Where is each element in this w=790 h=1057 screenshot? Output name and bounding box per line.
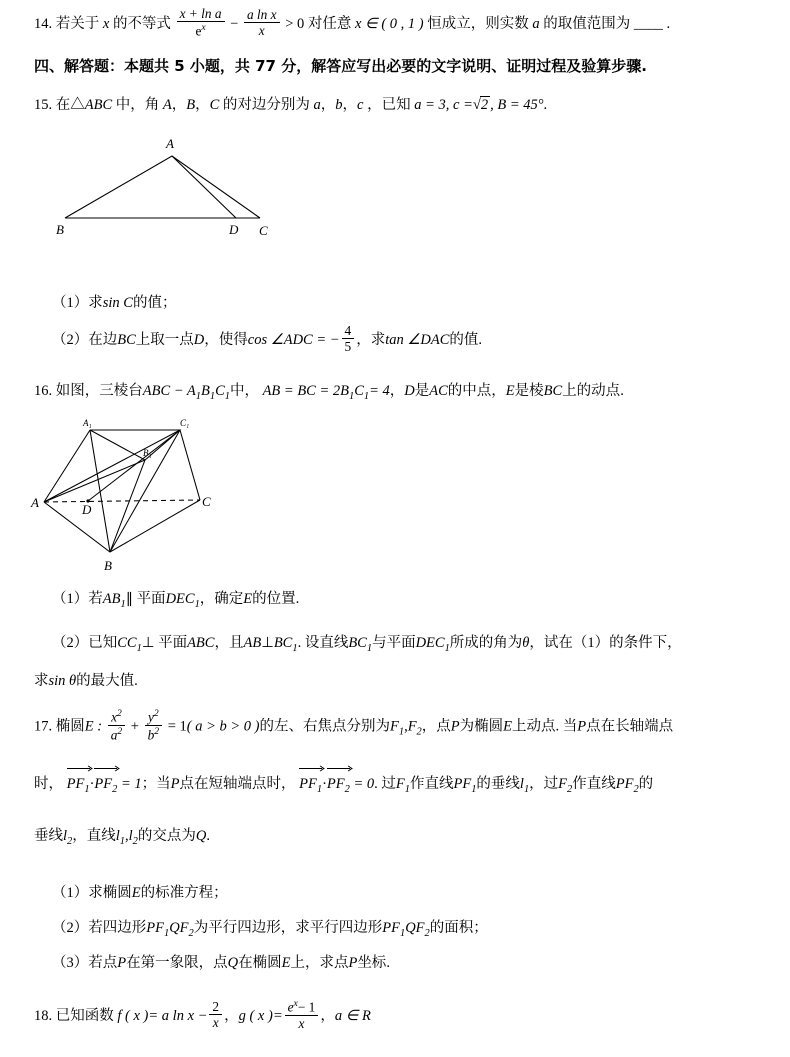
q16-p2-l2-a: 求 (34, 673, 49, 689)
q17-l2-PF2: PF (615, 776, 634, 792)
question-16-part-2-line2 (34, 668, 744, 696)
q17-f2: F (407, 718, 417, 735)
q16-p1-label: （1） (52, 591, 89, 607)
question-14-frac2-denominator: x (258, 23, 265, 39)
q16-p2-bc1-sub: 1 (292, 642, 298, 654)
q17-l3-a: 垂线 (34, 828, 63, 844)
question-14-minus: − (230, 15, 239, 32)
q16-p2-bc1b: BC (348, 635, 367, 651)
q18-b: = a ln x − (148, 1007, 208, 1024)
q17-dot-2: · (322, 776, 327, 792)
q17-p3-Q: Q (227, 955, 239, 971)
frac1-den-exp: x (201, 22, 206, 34)
q17-E: E : (84, 718, 103, 735)
q16-sub-2: 1 (209, 390, 216, 402)
q15-text-d: ，已知 (367, 97, 411, 113)
question-16-stem (34, 378, 764, 407)
q17-p3-b: 在第一象限，点 (126, 955, 228, 971)
question-14 (34, 8, 764, 41)
q17-f1-den-base: a (110, 727, 118, 743)
q15-abc: ABC (84, 97, 113, 113)
question-17-part-1 (52, 880, 752, 908)
section-4-header (34, 52, 764, 81)
q15-text-c: 的对边分别为 (222, 97, 310, 113)
q16-solid-1: ABC − A (142, 383, 196, 399)
q18-e: ， (320, 1007, 335, 1024)
triangle-upper-edges (65, 156, 260, 218)
q16-p1-ab1: AB (102, 591, 121, 607)
segment-ad (172, 156, 236, 218)
question-17-stem-line3 (34, 823, 774, 852)
section-4-body: 本题共 5 小题，共 77 分，解答应写出必要的文字说明、证明过程及验算步骤. (124, 57, 647, 75)
q17-l3-l2: l (63, 828, 68, 844)
question-17-number: 17. (34, 718, 53, 735)
q15-p1-label: （1） (52, 295, 89, 311)
q17-l2-F2: F (558, 776, 568, 792)
q15-eq-B: , B = 45° (490, 97, 544, 113)
q16-a: 如图，三棱台 (55, 383, 143, 399)
q17-p3-end: . (386, 955, 390, 971)
label-D: D (229, 222, 239, 237)
label-A: A (31, 495, 39, 510)
q18-f1-num: 2 (209, 999, 222, 1015)
q17-l3-l2-sub: 2 (67, 835, 73, 847)
q17-p2-quad2-sub1: 1 (399, 927, 406, 939)
q16-p1-ab1-sub: 1 (120, 598, 126, 610)
question-16-part-2 (52, 630, 762, 659)
q15-p2-end: . (478, 332, 482, 349)
q17-e: 上动点. 当 (511, 718, 578, 735)
frac1-den-base: e (195, 23, 202, 39)
q16-c: ， (389, 383, 405, 399)
q15-side-c: c (357, 97, 364, 113)
edge-b-b1 (110, 460, 145, 552)
q17-dot-1: · (89, 776, 95, 792)
q16-p1-a: 若 (88, 591, 103, 607)
q16-D: D (404, 383, 415, 399)
q17-fraction-x2a2 (108, 708, 125, 743)
q17-vec3-sub: 1 (316, 783, 323, 795)
q16-p2-bc1b-sub: 1 (366, 642, 373, 654)
q15-p1-b: 的值； (132, 295, 177, 311)
q16-p1-dec1-sub: 1 (194, 598, 200, 610)
question-16-part-1 (52, 586, 752, 615)
q16-p2-bc1: BC (273, 635, 293, 651)
edge-a-a1 (44, 430, 90, 502)
q16-p1-dec1: DEC (165, 591, 195, 607)
q17-P2: P (577, 718, 587, 735)
q15-eq-a: a = 3, (414, 97, 450, 113)
top-face (90, 430, 180, 460)
q17-E2: E (503, 718, 512, 735)
question-14-var-a: a (532, 15, 540, 32)
q16-p2-c: ，且 (214, 635, 244, 651)
q18-f2-num-exp: x (293, 998, 298, 1009)
question-14-number: 14. (34, 15, 53, 32)
q18-f: f ( x ) (117, 1007, 149, 1024)
q16-p2-abc: ABC (187, 635, 215, 651)
q16-p1-b: ∥ 平面 (125, 591, 166, 607)
q16-p2-b: ⊥ 平面 (141, 635, 188, 651)
q18-f2-num-rest: − 1 (297, 999, 316, 1015)
q17-p2-quad2-sub2: 2 (424, 927, 430, 939)
q16-p2-theta: θ (522, 635, 530, 651)
question-14-text-d: 恒成立，则实数 (427, 15, 529, 32)
q16-eq-d: = 4 (369, 383, 390, 399)
q17-p2-a: 若四边形 (88, 920, 147, 936)
q15-angle-B: B (186, 97, 196, 113)
label-C: C (202, 494, 211, 509)
q17-a: 椭圆 (55, 718, 85, 735)
q17-f2-den-exp: 2 (154, 725, 160, 737)
q15-p2-label: （2） (52, 332, 89, 349)
question-14-text-b: 的不等式 (112, 15, 171, 32)
question-15-part-1 (52, 290, 752, 318)
question-14-gt: > 0 (285, 15, 305, 32)
q15-p2-frac-num: 4 (342, 323, 355, 339)
q17-l3-l2b-sub: 2 (132, 835, 138, 847)
q16-p2-ab: AB (243, 635, 262, 651)
label-A: A (166, 136, 174, 151)
q15-p2-tan: tan ∠DAC (385, 332, 450, 349)
q16-p2-cc1-sub: 1 (136, 642, 142, 654)
q16-p2-g: 所成的角为 (449, 635, 523, 651)
figure-prismatoid (30, 412, 260, 582)
q17-p1-a: 求椭圆 (88, 885, 132, 901)
q15-side-a: a (313, 97, 321, 113)
q17-cond: ( a > b > 0 ) (186, 718, 260, 735)
radical-icon: √ (472, 97, 481, 113)
q16-p2-f: 与平面 (372, 635, 416, 651)
q16-eq-sub-1: 1 (349, 390, 355, 402)
q16-p2-label: （2） (52, 635, 89, 651)
q17-p3-c: 在椭圆 (238, 955, 282, 971)
q16-p2-a: 已知 (88, 635, 118, 651)
q17-l2-P: P (170, 776, 180, 792)
q15-p1-expr: sin C (102, 295, 133, 311)
q17-vec2-base: PF (94, 776, 113, 792)
q17-l2-a: 时， (34, 776, 63, 792)
q15-angle-A: A (162, 97, 172, 113)
q17-f2-den-base: b (147, 727, 155, 743)
q17-f2-num-exp: 2 (153, 708, 159, 719)
q17-fraction-y2b2 (145, 708, 162, 743)
label-B: B (56, 222, 64, 237)
question-15-part-2 (52, 325, 752, 357)
q15-c2: ， (195, 97, 210, 113)
q17-l2-PF1-sub: 1 (471, 783, 477, 795)
q17-p3-P2: P (348, 955, 358, 971)
q17-P: P (450, 718, 460, 735)
q16-g: 上的动点 (562, 383, 621, 399)
q17-c: ，点 (421, 718, 451, 735)
question-14-frac1-denominator (177, 22, 225, 39)
q17-f1-den (108, 726, 125, 743)
q17-l3-l2b: l (128, 828, 133, 844)
label-D: D (82, 502, 92, 517)
q17-p1-label: （1） (52, 885, 89, 901)
q17-plus: + (130, 718, 139, 735)
q17-b: 的左、右焦点分别为 (259, 718, 390, 735)
q16-p2-dec1: DEC (415, 635, 445, 651)
label-B: B (104, 558, 112, 573)
q17-l2-l1: l (519, 776, 524, 792)
q16-b: 中， (229, 383, 259, 399)
question-15-stem (34, 92, 764, 120)
q17-vec2-sub: 2 (112, 783, 118, 795)
q17-vec-pf2-b (327, 770, 350, 800)
q17-vec-pf1 (67, 770, 90, 800)
q15-end: . (543, 97, 548, 113)
q16-end: . (620, 383, 624, 399)
question-14-interval: x ∈ ( 0 , 1 ) (355, 15, 424, 32)
q15-side-b: b (335, 97, 343, 113)
section-4-label: 四、解答题： (34, 57, 125, 75)
q17-f2-num (145, 708, 162, 726)
edge-c-c1 (180, 430, 200, 500)
q17-f1-num (108, 708, 125, 726)
q17-p3-P: P (117, 955, 127, 971)
q15-angle-C: C (209, 97, 220, 113)
question-14-fraction-1 (177, 6, 225, 39)
q17-l2-d: . 过 (374, 776, 396, 792)
q18-f2-den: x (298, 1015, 305, 1031)
q17-l3-l1-sub: 1 (119, 835, 125, 847)
q17-l2-c: 点在短轴端点时， (179, 776, 296, 792)
q17-l2-i: 的 (638, 776, 654, 792)
q17-l2-eq: = 1 (120, 776, 142, 792)
q17-l2-F2-sub: 2 (567, 783, 573, 795)
q17-f1-den-exp: 2 (117, 725, 123, 737)
question-14-blank: ____ (633, 15, 663, 32)
q16-p2-h: ，试在（1）的条件下， (529, 635, 682, 651)
q15-text-b: 中，角 (115, 97, 160, 113)
q17-p2-quad2-b: QF (405, 920, 425, 936)
q17-l3-l1: l (115, 828, 120, 844)
q17-f1-num-exp: 2 (116, 708, 122, 719)
q17-f2-den (145, 726, 162, 743)
q17-l2-b: ；当 (141, 776, 171, 792)
q16-p1-c: ，确定 (199, 591, 244, 607)
q18-d: = (272, 1007, 283, 1024)
q17-p1-E: E (131, 885, 141, 901)
q16-p2-cc1: CC (117, 635, 137, 651)
q17-f1-sub: 1 (398, 726, 405, 738)
q17-l3-end: . (206, 828, 210, 844)
question-14-period: . (666, 15, 671, 32)
q15-p2-d2: ，求 (356, 332, 386, 349)
q16-f: 是棱 (514, 383, 544, 399)
question-18-number: 18. (34, 1007, 53, 1024)
q16-eq-a: AB = BC = 2B (262, 383, 349, 399)
q16-E: E (505, 383, 515, 399)
q18-f2-num (285, 998, 319, 1016)
q15-c1: ， (171, 97, 187, 113)
q17-vec-pf1-b (299, 770, 322, 800)
q16-p1-d: 的位置. (252, 591, 300, 607)
base-edge-ac-hidden (44, 500, 200, 502)
q18-domain: a ∈ R (334, 1007, 371, 1024)
q15-text-a: 在△ (55, 97, 85, 113)
q16-sub-3: 1 (224, 390, 230, 402)
q15-p2-bc: BC (117, 332, 136, 349)
q17-l2-e: 作直线 (409, 776, 454, 792)
q17-p3-e: 坐标 (357, 955, 387, 971)
q17-l2-g: ，过 (529, 776, 559, 792)
q16-eq-c: C (354, 383, 364, 399)
question-14-text-a: 若关于 (55, 15, 100, 32)
q17-vec-pf2 (94, 770, 117, 800)
q16-BC: BC (543, 383, 563, 399)
question-14-text-e: 的取值范围为 (543, 15, 631, 32)
label-C1: C₁ (180, 418, 190, 428)
q17-p1-b: 的标准方程； (140, 885, 228, 901)
q17-p2-b: 为平行四边形，求平行四边形 (193, 920, 383, 936)
q17-l2-F1: F (395, 776, 405, 792)
q15-p2-a: 在边 (88, 332, 118, 349)
q17-p2-quad-b: QF (169, 920, 189, 936)
q15-p2-e: 的值 (449, 332, 479, 349)
q17-l2-F1-sub: 1 (404, 783, 410, 795)
q16-e: 的中点， (447, 383, 506, 399)
question-17-part-2 (52, 915, 762, 944)
q17-p2-label: （2） (52, 920, 89, 936)
q17-vec1-sub: 1 (84, 783, 90, 795)
q17-p2-quad2: PF (382, 920, 400, 936)
q15-c4: ， (342, 97, 358, 113)
q16-d: 是 (414, 383, 430, 399)
q15-p2-fraction (342, 323, 355, 355)
q18-a: 已知函数 (55, 1007, 114, 1024)
q16-solid-2: B (200, 383, 210, 399)
question-14-frac2-numerator: a ln x (244, 7, 280, 23)
question-17-stem-line2 (34, 770, 774, 800)
q17-comma: , (404, 718, 408, 735)
q15-p2-frac-den: 5 (344, 339, 352, 355)
q17-f: 点在长轴端点 (586, 718, 674, 735)
q17-vec3-base: PF (299, 776, 317, 792)
q17-l3-b: ，直线 (72, 828, 116, 844)
question-17-stem-line1 (34, 710, 774, 745)
q17-l2-h: 作直线 (572, 776, 616, 792)
q18-fraction-2 (285, 998, 319, 1031)
q15-p2-d: D (193, 332, 205, 349)
q17-p2-quad: PF (146, 920, 164, 936)
q15-p2-cos: cos ∠ADC = − (247, 332, 340, 349)
q17-f2-num-base: y (147, 709, 154, 725)
q17-vec1-base: PF (66, 776, 85, 792)
q17-f2-sub: 2 (416, 726, 422, 738)
question-16-number: 16. (34, 383, 53, 399)
q17-p3-E: E (281, 955, 291, 971)
question-14-fraction-2 (244, 7, 280, 39)
q17-l2-f: 的垂线 (476, 776, 520, 792)
q16-p2-dec1-sub: 1 (444, 642, 450, 654)
q16-solid-3: C (215, 383, 225, 399)
question-14-text-c: 对任意 (307, 15, 352, 32)
figure-triangle-abc (40, 128, 300, 253)
q17-p3-a: 若点 (88, 955, 118, 971)
q17-l3-c: 的交点为 (137, 828, 196, 844)
base-edges-ab-bc (44, 500, 200, 552)
q16-p1-E: E (243, 591, 253, 607)
q17-l3-Q: Q (195, 828, 207, 844)
q17-p2-quad-sub2: 2 (188, 927, 194, 939)
q17-p2-c: 的面积； (429, 920, 488, 936)
q17-p3-label: （3） (52, 955, 89, 971)
q16-AC: AC (429, 383, 448, 399)
question-14-var-x: x (102, 15, 110, 32)
q18-f1-den: x (212, 1015, 219, 1031)
question-15-number: 15. (34, 97, 53, 113)
q16-p2-l2-expr: sin θ (48, 673, 77, 689)
q15-p2-c: ，使得 (204, 332, 248, 349)
question-18-stem (34, 1000, 774, 1033)
q16-p2-l2-end: . (134, 673, 138, 689)
segment-a1-b (90, 430, 110, 552)
label-C: C (259, 223, 268, 238)
q16-eq-sub-2: 1 (363, 390, 370, 402)
q17-f1: F (389, 718, 399, 735)
q18-fraction-1 (209, 999, 222, 1031)
q15-c3: ， (320, 97, 336, 113)
label-B1: B₁ (143, 448, 152, 458)
q17-l2-l1-sub: 1 (523, 783, 530, 795)
q17-eq1: = 1 (167, 718, 187, 735)
question-14-frac1-numerator: x + ln a (177, 6, 225, 22)
label-A1: A₁ (83, 418, 92, 428)
q16-p2-l2-b: 的最大值 (76, 673, 135, 689)
q17-p3-d: 上，求点 (290, 955, 349, 971)
q15-eq-c: c = (453, 97, 473, 113)
q16-sub-1: 1 (195, 390, 201, 402)
q17-l3-comma: , (125, 828, 129, 844)
q15-sqrt2: 2 (480, 97, 489, 113)
q17-d: 为椭圆 (459, 718, 504, 735)
q17-vec4-base: PF (326, 776, 345, 792)
q18-g: g ( x ) (238, 1007, 273, 1024)
q18-c: ， (224, 1007, 239, 1024)
q15-p2-b: 上取一点 (135, 332, 194, 349)
q17-vec4-sub: 2 (344, 783, 350, 795)
q16-p2-e: . 设直线 (297, 635, 349, 651)
q17-f1-num-base: x (111, 709, 117, 725)
q17-p2-quad-sub1: 1 (163, 927, 170, 939)
q16-p2-d: ⊥ (261, 635, 274, 651)
q15-p1-a: 求 (88, 295, 103, 311)
q17-l2-PF1: PF (453, 776, 472, 792)
q18-f2-num-base: e (287, 999, 294, 1015)
q17-l2-eq2: = 0 (353, 776, 375, 792)
question-17-part-3 (52, 950, 762, 978)
q17-l2-PF2-sub: 2 (633, 783, 639, 795)
